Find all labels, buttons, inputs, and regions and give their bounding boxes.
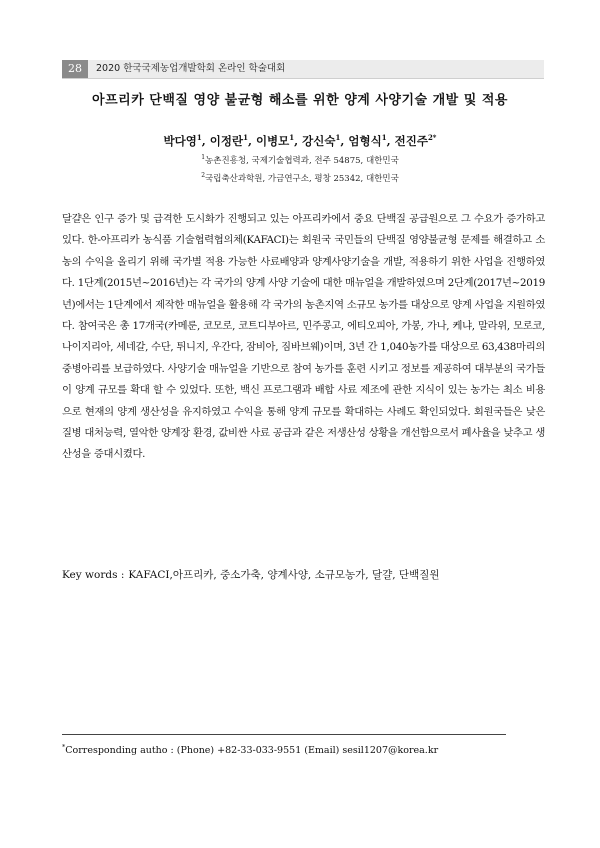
affiliation (0, 170, 600, 185)
author-mark: 1 (243, 133, 248, 142)
footnote-divider (62, 734, 506, 735)
author-mark: 1 (196, 133, 202, 142)
author-name: 박다영 (163, 133, 197, 148)
footnote-mark: * (62, 743, 66, 751)
author-name: 이병모 (255, 133, 290, 148)
affiliation-text: 국립축산과학원, 가금연구소, 평창 25342, 대한민국 (205, 173, 399, 184)
affiliation-mark: 2 (201, 172, 206, 179)
author-name: 강신숙 (302, 133, 336, 148)
author-mark: 1 (289, 133, 295, 142)
author-name: 이정란 (209, 133, 244, 148)
footnote-text: Corresponding autho : (Phone) +82-33-033-9551 (Email) sesil1207@korea.kr (65, 745, 439, 757)
author-name: 엄형식 (348, 133, 382, 148)
author-mark: 1 (335, 133, 341, 142)
keywords (62, 568, 545, 582)
affiliation-mark: 1 (201, 154, 206, 161)
affiliation-text: 농촌진흥청, 국제기술협력과, 전주 54875, 대한민국 (205, 155, 399, 166)
running-header (62, 60, 544, 79)
corresponding-author-footnote (62, 740, 438, 758)
author-mark: 2* (427, 133, 437, 142)
abstract-body: 달걀은 인구 증가 및 급격한 도시화가 진행되고 있는 아프리카에서 중요 단백질 공급원으로 그 수요가 증가하고 있다. 한-아프리카 농식품 기술협력협의체(KAFACI)는 회원국 국민들의 단백질 영양불균형 문제를 해결하고 소농의 수익을 올리기 위해 국가별 적용 가능한 사료배양과 양계사양기술을 개발, 적용하기 위한 사업을 진행하였다. 1단계(2015년~2016년)는 각 국가의 양계 사양 기술에 대한 매뉴얼을 개발하였으며 2단계(2017년~2019년)에서는 1단계에서 제작한 매뉴얼을 활용해 각 국가의 농촌지역 소규모 농가를 대상으로 양계 사업을 지원하였다. 참여국은 총 17개국(카메룬, 코모로, 코트디부아르, 민주콩고, 에티오피아, 가봉, 가나, 케냐, 말라위, 모로코, 나이지리아, 세네갈, 수단, 튀니지, 우간다, 잠비아, 짐바브웨)이며, 3년 간 1,040농가를 대상으로 63,438마리의 중병아리를 보급하였다. 사양기술 매뉴얼을 기반으로 참여 농가를 훈련 시키고 정보를 제공하여 대부분의 국가들이 양계 규모를 확대 할 수 있었다. 또한, 백신 프로그램과 배합 사료 제조에 관한 지식이 있는 농가는 최소 비용으로 현재의 양계 생산성을 유지하였고 수익을 통해 양계 규모를 확대하는 사례도 확인되었다. 회원국들은 낮은 질병 대처능력, 열악한 양계장 환경, 값비싼 사료 공급과 같은 저생산성 상황을 개선함으로서 폐사율을 낮추고 생산성을 증대시켰다. (62, 213, 545, 461)
paper-title: 아프리카 단백질 영양 불균형 해소를 위한 양계 사양기술 개발 및 적용 (92, 93, 508, 108)
author-mark: 1 (381, 133, 387, 142)
conference-name: 2020 한국국제농업개발학회 온라인 학술대회 (96, 63, 286, 74)
author-list: 박다영$^1$, 이정란$^1$, 이병모$^1$, 강신숙$^1$, 엄형식$^1$, 전진주$^{2*}$ (163, 133, 437, 148)
affiliation (0, 152, 600, 167)
page-number: 28 (62, 60, 88, 78)
author-name: 전진주 (394, 133, 428, 148)
keywords-label: Key words : (62, 569, 125, 581)
keywords-text: KAFACI,아프리카, 중소가축, 양계사양, 소규모농가, 달걀, 단백질원 (128, 569, 440, 581)
